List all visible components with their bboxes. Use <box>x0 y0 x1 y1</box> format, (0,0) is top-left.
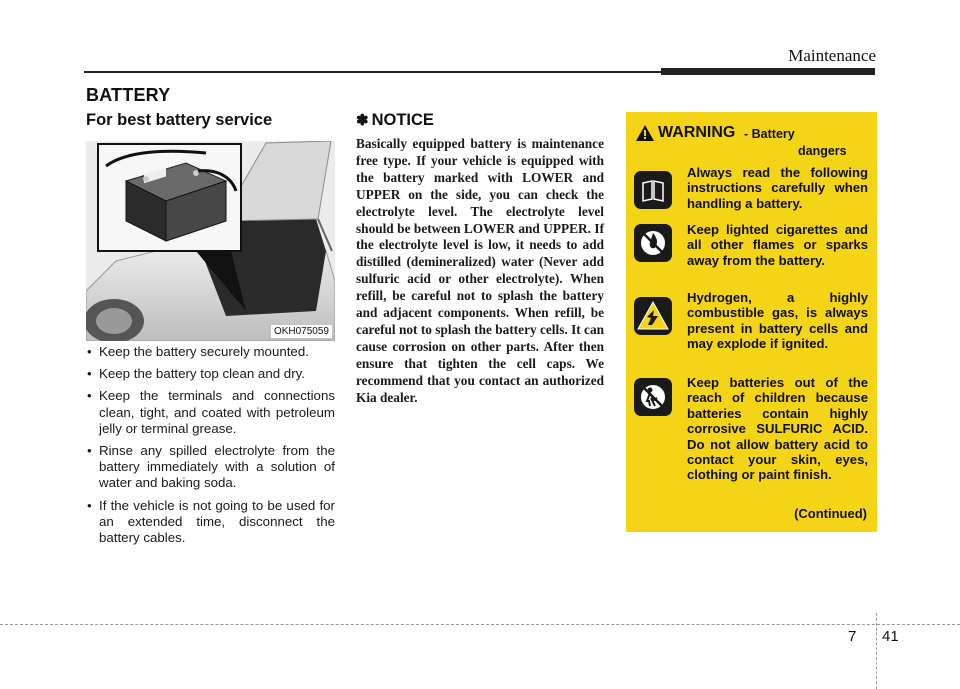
warning-subtitle-continued: dangers <box>798 144 847 158</box>
notice-heading <box>356 111 434 130</box>
notice-body: Basically equipped battery is maintenance free type. If your vehicle is equipped with the battery marked with LOWER and UPPER on the side, you can check the electrolyte level. The electrolyte level should be between LOWER and UPPER. If the electrolyte level is low, it needs to add distilled (demineralized) water (Never add sulfuric acid or other electrolyte). When refill, be careful not to splash the battery and adjacent components. When refill, be careful not to splash the battery cells. It can cause corrosion on other parts. After then ensure that tighten the cell caps. We recommend that you contact an authorized Kia dealer. <box>356 136 604 405</box>
warning-text: Keep lighted cigarettes and all other flames or sparks away from the battery. <box>687 222 868 268</box>
list-item: • Keep the battery top clean and dry. <box>86 366 335 382</box>
warning-triangle-icon <box>636 125 654 141</box>
warning-word: WARNING <box>658 124 736 141</box>
warning-text: Always read the following instructions carefully when handling a battery. <box>687 165 868 211</box>
no-flame-icon <box>634 224 672 262</box>
notice-mark-icon: ✽ <box>356 112 369 129</box>
warning-text: Keep batteries out of the reach of children because batteries contain highly corrosive SULFURIC ACID. Do not allow battery acid to contact your skin, eyes, clothing or paint finish. <box>687 375 868 483</box>
figure-code: OKH075059 <box>271 325 332 338</box>
car-trunk-illustration <box>86 141 335 341</box>
footer-divider <box>876 613 877 689</box>
chapter-number: 7 <box>848 628 857 645</box>
footer-rule <box>0 624 960 625</box>
subsection-title: For best battery service <box>86 111 273 129</box>
section-title: BATTERY <box>86 85 171 105</box>
book-icon <box>634 171 672 209</box>
keep-away-children-icon <box>634 378 672 416</box>
warning-subtitle: - Battery <box>744 127 795 141</box>
list-item: • Keep the terminals and connections clean, tight, and coated with petroleum jelly or terminal grease. <box>86 388 335 437</box>
header-bar <box>661 68 875 75</box>
continued-label: (Continued) <box>794 506 867 521</box>
service-bullet-list <box>86 344 335 552</box>
running-header: Maintenance <box>788 46 876 65</box>
header-rule <box>84 71 661 73</box>
explosion-icon <box>634 297 672 335</box>
warning-text: Hydrogen, a highly combustible gas, is always present in battery cells and may explode if ignited. <box>687 290 868 352</box>
notice-title: NOTICE <box>371 111 434 129</box>
warning-box <box>626 112 877 532</box>
list-item: • If the vehicle is not going to be used for an extended time, disconnect the battery cables. <box>86 498 335 547</box>
page-number: 41 <box>882 628 899 645</box>
list-item: • Rinse any spilled electrolyte from the battery immediately with a solution of water and baking soda. <box>86 443 335 492</box>
list-item: • Keep the battery securely mounted. <box>86 344 335 360</box>
battery-location-figure <box>86 141 335 341</box>
